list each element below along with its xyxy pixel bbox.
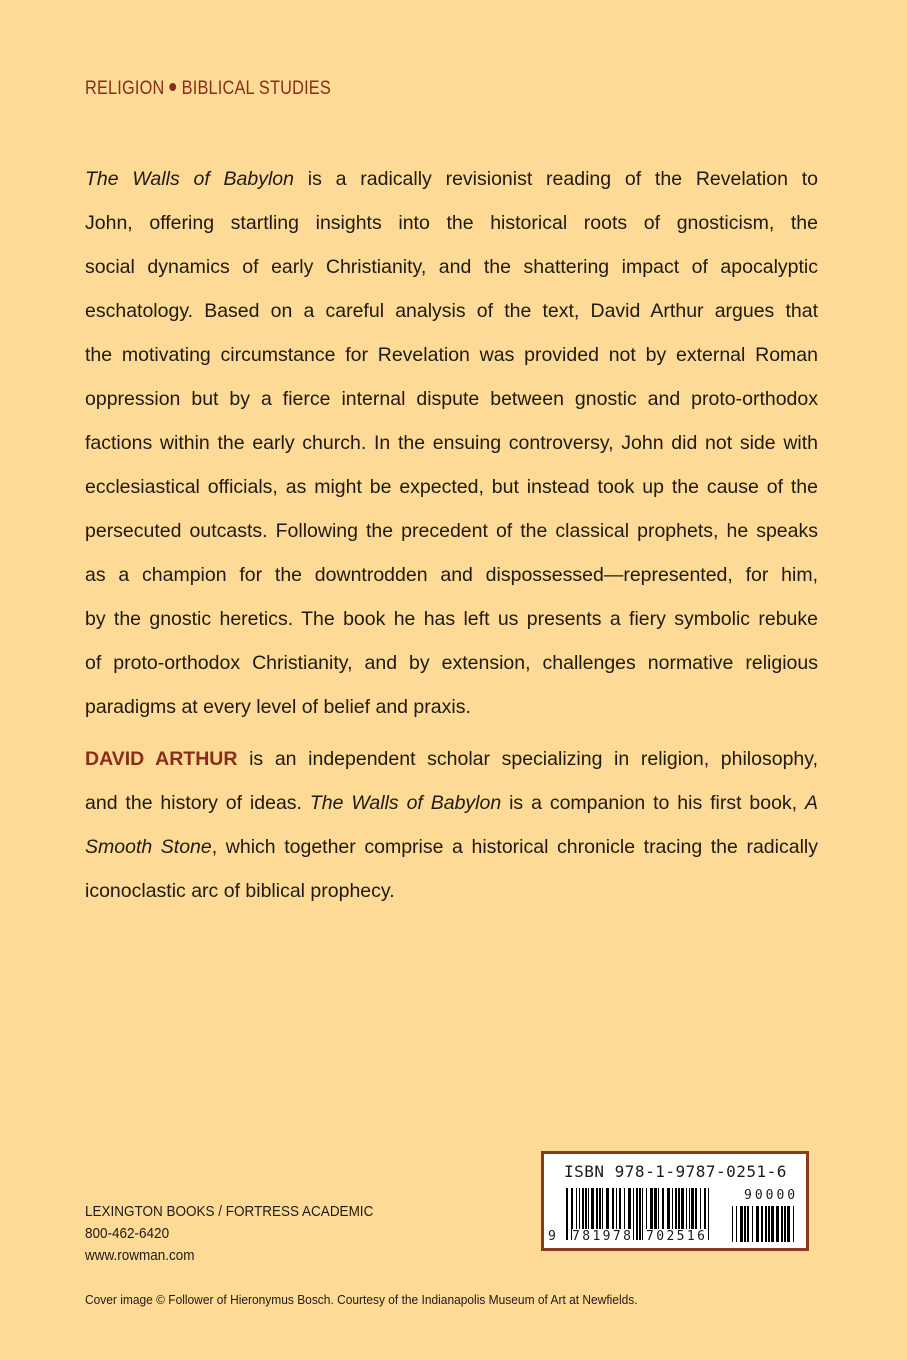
author-bio bbox=[85, 737, 818, 913]
text-segment: and the history of ideas. bbox=[85, 792, 310, 814]
barcode-bar bbox=[776, 1206, 779, 1242]
text-segment: social dynamics of early Christianity, and the shattering impact of apocalyptic bbox=[85, 256, 818, 278]
barcode-addon bbox=[732, 1206, 797, 1242]
text-line bbox=[85, 289, 818, 333]
text-line bbox=[85, 869, 818, 913]
category-heading bbox=[85, 78, 331, 100]
category-religion: RELIGION bbox=[85, 78, 165, 99]
text-segment: is a companion to his first book, bbox=[501, 792, 805, 814]
barcode-bar bbox=[771, 1206, 774, 1242]
barcode-digit-first: 9 bbox=[548, 1229, 559, 1244]
text-segment: iconoclastic arc of biblical prophecy. bbox=[85, 880, 395, 902]
barcode-bar bbox=[784, 1206, 786, 1242]
isbn-barcode bbox=[541, 1151, 809, 1251]
barcode-bar bbox=[736, 1206, 737, 1242]
text-line bbox=[85, 201, 818, 245]
text-line bbox=[85, 157, 818, 201]
barcode-digits-group1: 781978 bbox=[572, 1229, 634, 1244]
text-line bbox=[85, 245, 818, 289]
text-line bbox=[85, 597, 818, 641]
text-segment: by the gnostic heretics. The book he has left us presents a fiery symbolic rebuke bbox=[85, 608, 818, 630]
book-description bbox=[85, 157, 818, 729]
italic-title: A bbox=[805, 792, 819, 814]
italic-title: The Walls of Babylon bbox=[85, 168, 294, 190]
text-segment: is an independent scholar specializing in religion, philosophy, bbox=[237, 748, 818, 770]
publisher-phone: 800-462-6420 bbox=[85, 1225, 170, 1242]
barcode-addon-digits: 90000 bbox=[744, 1188, 799, 1203]
barcode-bar bbox=[787, 1206, 790, 1242]
barcode-bar bbox=[781, 1206, 783, 1242]
category-biblical-studies: BIBLICAL STUDIES bbox=[181, 78, 331, 99]
text-line bbox=[85, 781, 818, 825]
text-segment: paradigms at every level of belief and praxis. bbox=[85, 696, 471, 718]
text-segment: ecclesiastical officials, as might be expected, but instead took up the cause of the bbox=[85, 476, 818, 498]
text-line bbox=[85, 553, 818, 597]
text-line bbox=[85, 685, 818, 729]
barcode-bar bbox=[636, 1188, 638, 1240]
text-line bbox=[85, 825, 818, 869]
barcode-bar bbox=[566, 1188, 568, 1240]
italic-title: The Walls of Babylon bbox=[309, 792, 502, 814]
publisher-name: LEXINGTON BOOKS / FORTRESS ACADEMIC bbox=[85, 1203, 374, 1220]
text-line bbox=[85, 465, 818, 509]
text-segment: John, offering startling insights into the historical roots of gnosticism, the bbox=[85, 212, 818, 234]
text-segment: of proto-orthodox Christianity, and by extension, challenges normative religious bbox=[85, 652, 818, 674]
isbn-label: ISBN 978-1-9787-0251-6 bbox=[564, 1162, 787, 1181]
barcode-bar bbox=[761, 1206, 763, 1242]
barcode-bar bbox=[768, 1206, 770, 1242]
publisher-info bbox=[85, 1201, 373, 1267]
barcode-bar bbox=[642, 1188, 643, 1240]
barcode-bar bbox=[747, 1206, 749, 1242]
text-line bbox=[85, 737, 818, 781]
bullet-icon bbox=[170, 83, 177, 91]
barcode-bar bbox=[752, 1206, 753, 1242]
author-name: DAVID ARTHUR bbox=[85, 748, 238, 770]
cover-credit: Cover image © Follower of Hieronymus Bosch. Courtesy of the Indianapolis Museum of Art at Newfields. bbox=[85, 1292, 638, 1307]
barcode-bar bbox=[732, 1206, 733, 1242]
barcode-bar bbox=[744, 1206, 746, 1242]
text-segment: , which together comprise a historical chronicle tracing the radically bbox=[211, 836, 818, 858]
barcode-bar bbox=[708, 1188, 709, 1240]
text-line bbox=[85, 641, 818, 685]
text-segment: persecuted outcasts. Following the precedent of the classical prophets, he speaks bbox=[85, 520, 818, 542]
text-segment: oppression but by a fierce internal dispute between gnostic and proto-orthodox bbox=[85, 388, 818, 410]
publisher-website[interactable]: www.rowman.com bbox=[85, 1247, 195, 1264]
barcode-bar bbox=[740, 1206, 743, 1242]
text-line bbox=[85, 333, 818, 377]
text-line bbox=[85, 421, 818, 465]
text-segment: eschatology. Based on a careful analysis of the text, David Arthur argues that bbox=[85, 300, 818, 322]
barcode-bar bbox=[793, 1206, 794, 1242]
barcode-bar bbox=[765, 1206, 767, 1242]
text-segment: is a radically revisionist reading of the Revelation to bbox=[294, 168, 818, 190]
italic-title: Smooth Stone bbox=[85, 836, 212, 858]
barcode-bar bbox=[756, 1206, 759, 1242]
text-line bbox=[85, 377, 818, 421]
text-segment: the motivating circumstance for Revelation was provided not by external Roman bbox=[85, 344, 818, 366]
text-segment: factions within the early church. In the ensuing controversy, John did not side with bbox=[85, 432, 818, 454]
barcode-bar bbox=[639, 1188, 641, 1240]
text-segment: as a champion for the downtrodden and dispossessed—represented, for him, bbox=[85, 564, 818, 586]
text-line bbox=[85, 509, 818, 553]
barcode-digits-group2: 702516 bbox=[646, 1229, 708, 1244]
